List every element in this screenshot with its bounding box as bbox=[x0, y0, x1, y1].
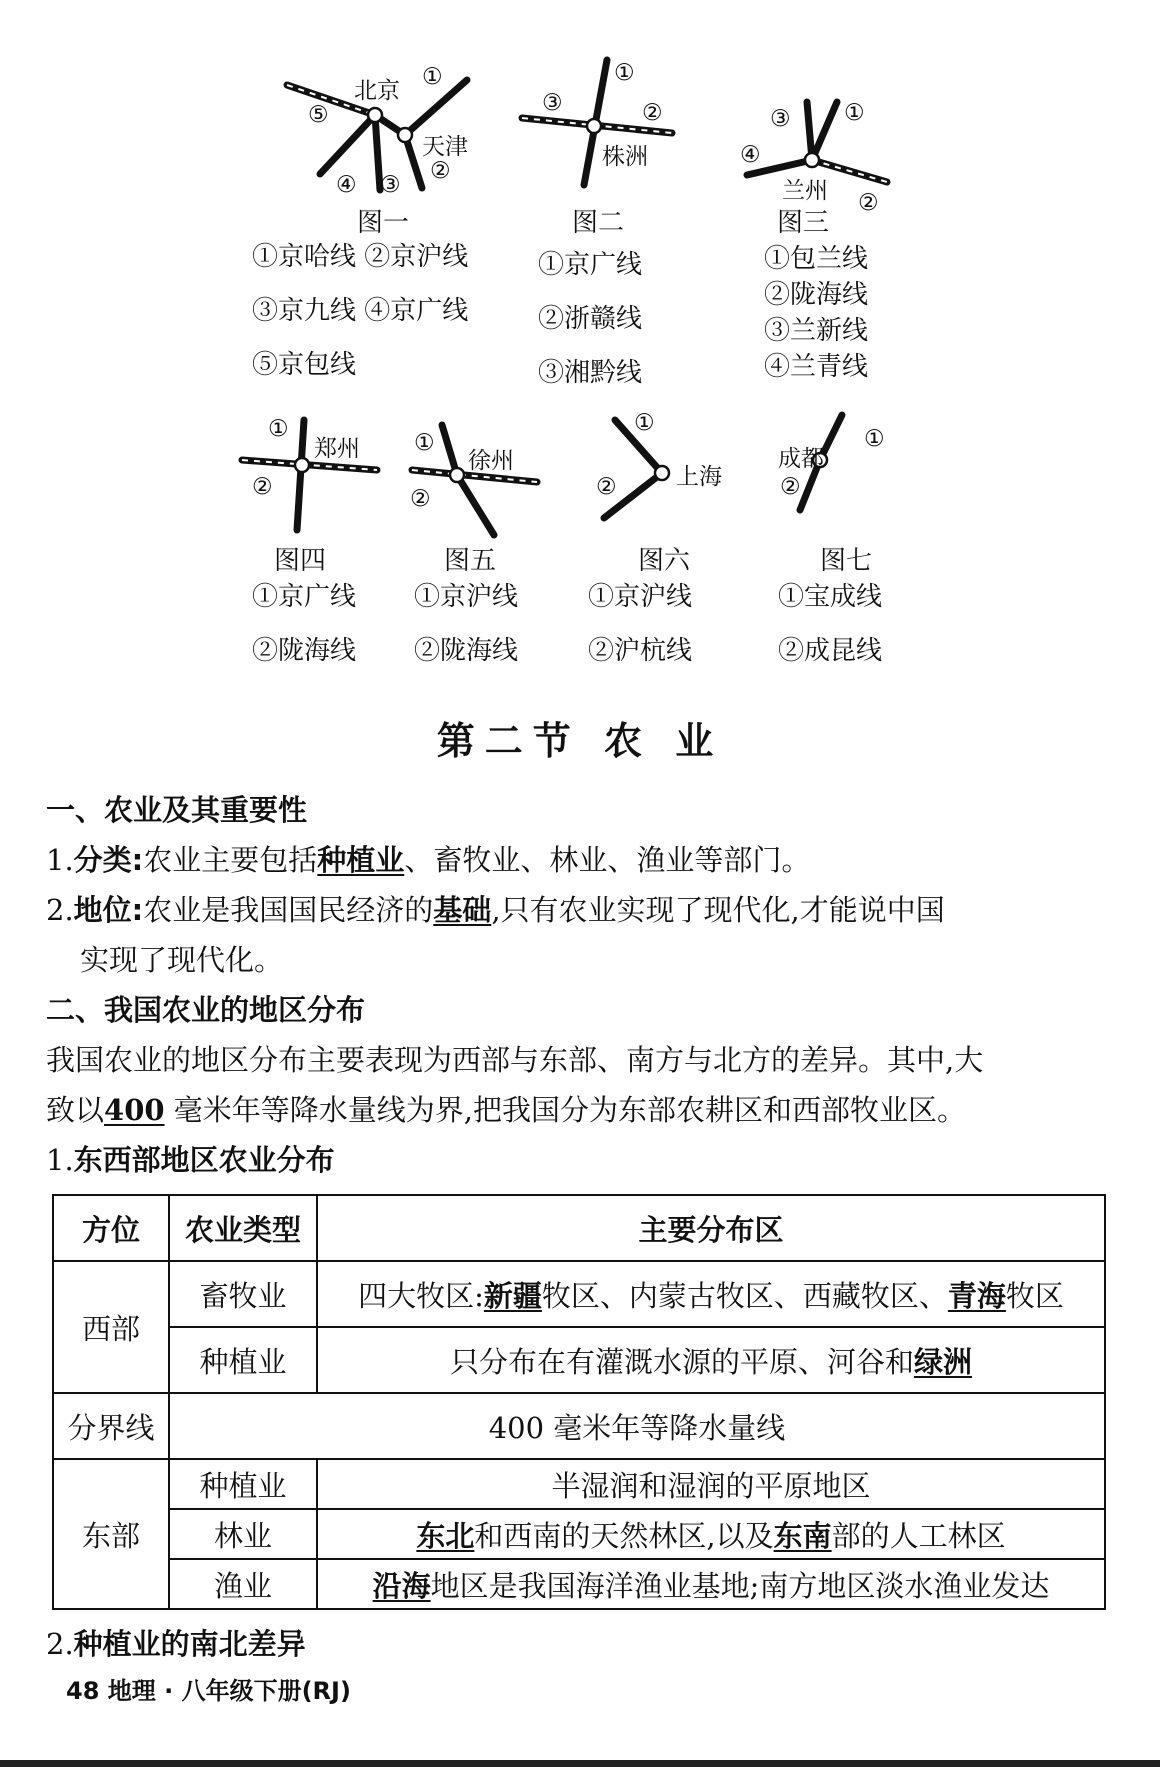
fig3-item: ③兰新线 bbox=[764, 316, 869, 346]
fig4-item: ①京广线 bbox=[252, 582, 357, 612]
fig5-item: ②陇海线 bbox=[414, 636, 519, 666]
agriculture-table bbox=[52, 1194, 1106, 1610]
fig4-n2: ② bbox=[252, 474, 273, 500]
cell-area: 四大牧区:新疆牧区、内蒙古牧区、西藏牧区、青海牧区 bbox=[317, 1261, 1105, 1327]
fig5-item: ①京沪线 bbox=[414, 582, 519, 612]
fig3-n3: ③ bbox=[770, 106, 791, 132]
fig3-n4: ④ bbox=[740, 142, 761, 168]
fig2-n2: ② bbox=[642, 100, 663, 126]
fig6-n1: ① bbox=[634, 410, 655, 436]
fig3-n2: ② bbox=[858, 190, 879, 216]
fig5-node bbox=[450, 468, 464, 482]
cell-boundary-label: 分界线 bbox=[53, 1393, 169, 1459]
fig3-node bbox=[805, 153, 819, 167]
para-line1: 我国农业的地区分布主要表现为西部与东部、南方与北方的差异。其中,大 bbox=[46, 1043, 984, 1077]
th-type: 农业类型 bbox=[169, 1195, 317, 1261]
fig4-line-vertical bbox=[297, 420, 304, 530]
para-line2: 致以400 毫米年等降水量线为界,把我国分为东部农耕区和西部牧业区。 bbox=[46, 1093, 967, 1127]
cell-area: 半湿润和湿润的平原地区 bbox=[317, 1459, 1105, 1509]
item-status: 2.地位:农业是我国国民经济的基础,只有农业实现了现代化,才能说中国 bbox=[46, 893, 945, 927]
fig1-item: ③京九线 ④京广线 bbox=[252, 296, 469, 326]
fig2-item: ①京广线 bbox=[538, 250, 643, 280]
fig1-n1: ① bbox=[422, 64, 443, 90]
fig6-item: ①京沪线 bbox=[588, 582, 693, 612]
railway-figures bbox=[232, 50, 922, 670]
fig7-n2: ② bbox=[780, 474, 801, 500]
fig2-node bbox=[587, 119, 601, 133]
fig4-item: ②陇海线 bbox=[252, 636, 357, 666]
cell-type: 种植业 bbox=[169, 1459, 317, 1509]
fig5-n2: ② bbox=[410, 486, 431, 512]
fig1-n5: ⑤ bbox=[308, 102, 329, 128]
fig7-city: 成都 bbox=[778, 446, 824, 472]
page-footer: 48 地理 · 八年级下册(RJ) bbox=[66, 1677, 351, 1705]
fig1-line-2 bbox=[405, 135, 422, 188]
item-classification: 1.分类:农业主要包括种植业、畜牧业、林业、渔业等部门。 bbox=[46, 843, 811, 877]
fig1-city1: 北京 bbox=[354, 78, 400, 104]
fig4-node bbox=[295, 458, 309, 472]
fig3-item: ②陇海线 bbox=[764, 280, 869, 310]
fig1-n4: ④ bbox=[336, 172, 357, 198]
fig5-city: 徐州 bbox=[468, 448, 514, 474]
fig1-city2: 天津 bbox=[422, 134, 468, 160]
fig6-caption: 图六 bbox=[638, 546, 691, 576]
fig7-n1: ① bbox=[864, 426, 885, 452]
cell-type: 林业 bbox=[169, 1509, 317, 1559]
fig2-item: ③湘黔线 bbox=[538, 358, 643, 388]
section-title: 第二节 农 业 bbox=[436, 718, 724, 763]
fig3-item: ④兰青线 bbox=[764, 352, 869, 382]
cell-type: 畜牧业 bbox=[169, 1261, 317, 1327]
cell-east: 东部 bbox=[53, 1459, 169, 1609]
fig7-item: ②成昆线 bbox=[778, 636, 883, 666]
th-area: 主要分布区 bbox=[317, 1195, 1105, 1261]
cell-area: 沿海地区是我国海洋渔业基地;南方地区淡水渔业发达 bbox=[317, 1559, 1105, 1609]
cell-area: 东北和西南的天然林区,以及东南部的人工林区 bbox=[317, 1509, 1105, 1559]
fig4-n1: ① bbox=[268, 416, 289, 442]
fig2-n1: ① bbox=[614, 60, 635, 86]
fig7-caption: 图七 bbox=[820, 546, 873, 576]
heading-1: 一、农业及其重要性 bbox=[46, 793, 308, 827]
heading-2: 二、我国农业的地区分布 bbox=[46, 993, 366, 1027]
fig2-n3: ③ bbox=[542, 90, 563, 116]
cell-area: 只分布在有灌溉水源的平原、河谷和绿洲 bbox=[317, 1327, 1105, 1393]
fig5-n1: ① bbox=[414, 430, 435, 456]
subheading-1: 1.东西部地区农业分布 bbox=[46, 1143, 335, 1177]
fig3-n1: ① bbox=[844, 100, 865, 126]
fig3-caption: 图三 bbox=[777, 208, 830, 238]
cell-type: 渔业 bbox=[169, 1559, 317, 1609]
fig5-line-1b bbox=[457, 475, 494, 535]
fig1-city2-node bbox=[398, 128, 412, 142]
fig5-caption: 图五 bbox=[444, 546, 497, 576]
fig2-caption: 图二 bbox=[572, 208, 625, 238]
cell-boundary-text: 400 毫米年等降水量线 bbox=[169, 1393, 1105, 1459]
fig4-city: 郑州 bbox=[314, 436, 360, 462]
fig1-item: ⑤京包线 bbox=[252, 350, 357, 380]
fig2-item: ②浙赣线 bbox=[538, 304, 643, 334]
fig1-n2: ② bbox=[430, 158, 451, 184]
fig1-city1-node bbox=[368, 108, 382, 122]
th-direction: 方位 bbox=[53, 1195, 169, 1261]
fig4-caption: 图四 bbox=[274, 546, 327, 576]
fig3-line-4 bbox=[807, 102, 812, 160]
fig3-city: 兰州 bbox=[782, 178, 828, 204]
fig6-city: 上海 bbox=[676, 464, 722, 490]
fig3-item: ①包兰线 bbox=[764, 244, 869, 274]
fig7-item: ①宝成线 bbox=[778, 582, 883, 612]
fig3-line-1 bbox=[812, 102, 837, 160]
fig1-item: ①京哈线 ②京沪线 bbox=[252, 242, 469, 272]
fig1-caption: 图一 bbox=[357, 208, 410, 238]
subheading-2: 2.种植业的南北差异 bbox=[46, 1627, 306, 1661]
fig6-item: ②沪杭线 bbox=[588, 636, 693, 666]
fig6-node bbox=[655, 466, 669, 480]
bottom-bar bbox=[0, 1760, 1160, 1767]
cell-west: 西部 bbox=[53, 1261, 169, 1393]
fig6-n2: ② bbox=[596, 474, 617, 500]
fig1-n3: ③ bbox=[380, 172, 401, 198]
cell-type: 种植业 bbox=[169, 1327, 317, 1393]
item-status-line2: 实现了现代化。 bbox=[80, 943, 284, 977]
fig2-city: 株洲 bbox=[602, 144, 648, 170]
